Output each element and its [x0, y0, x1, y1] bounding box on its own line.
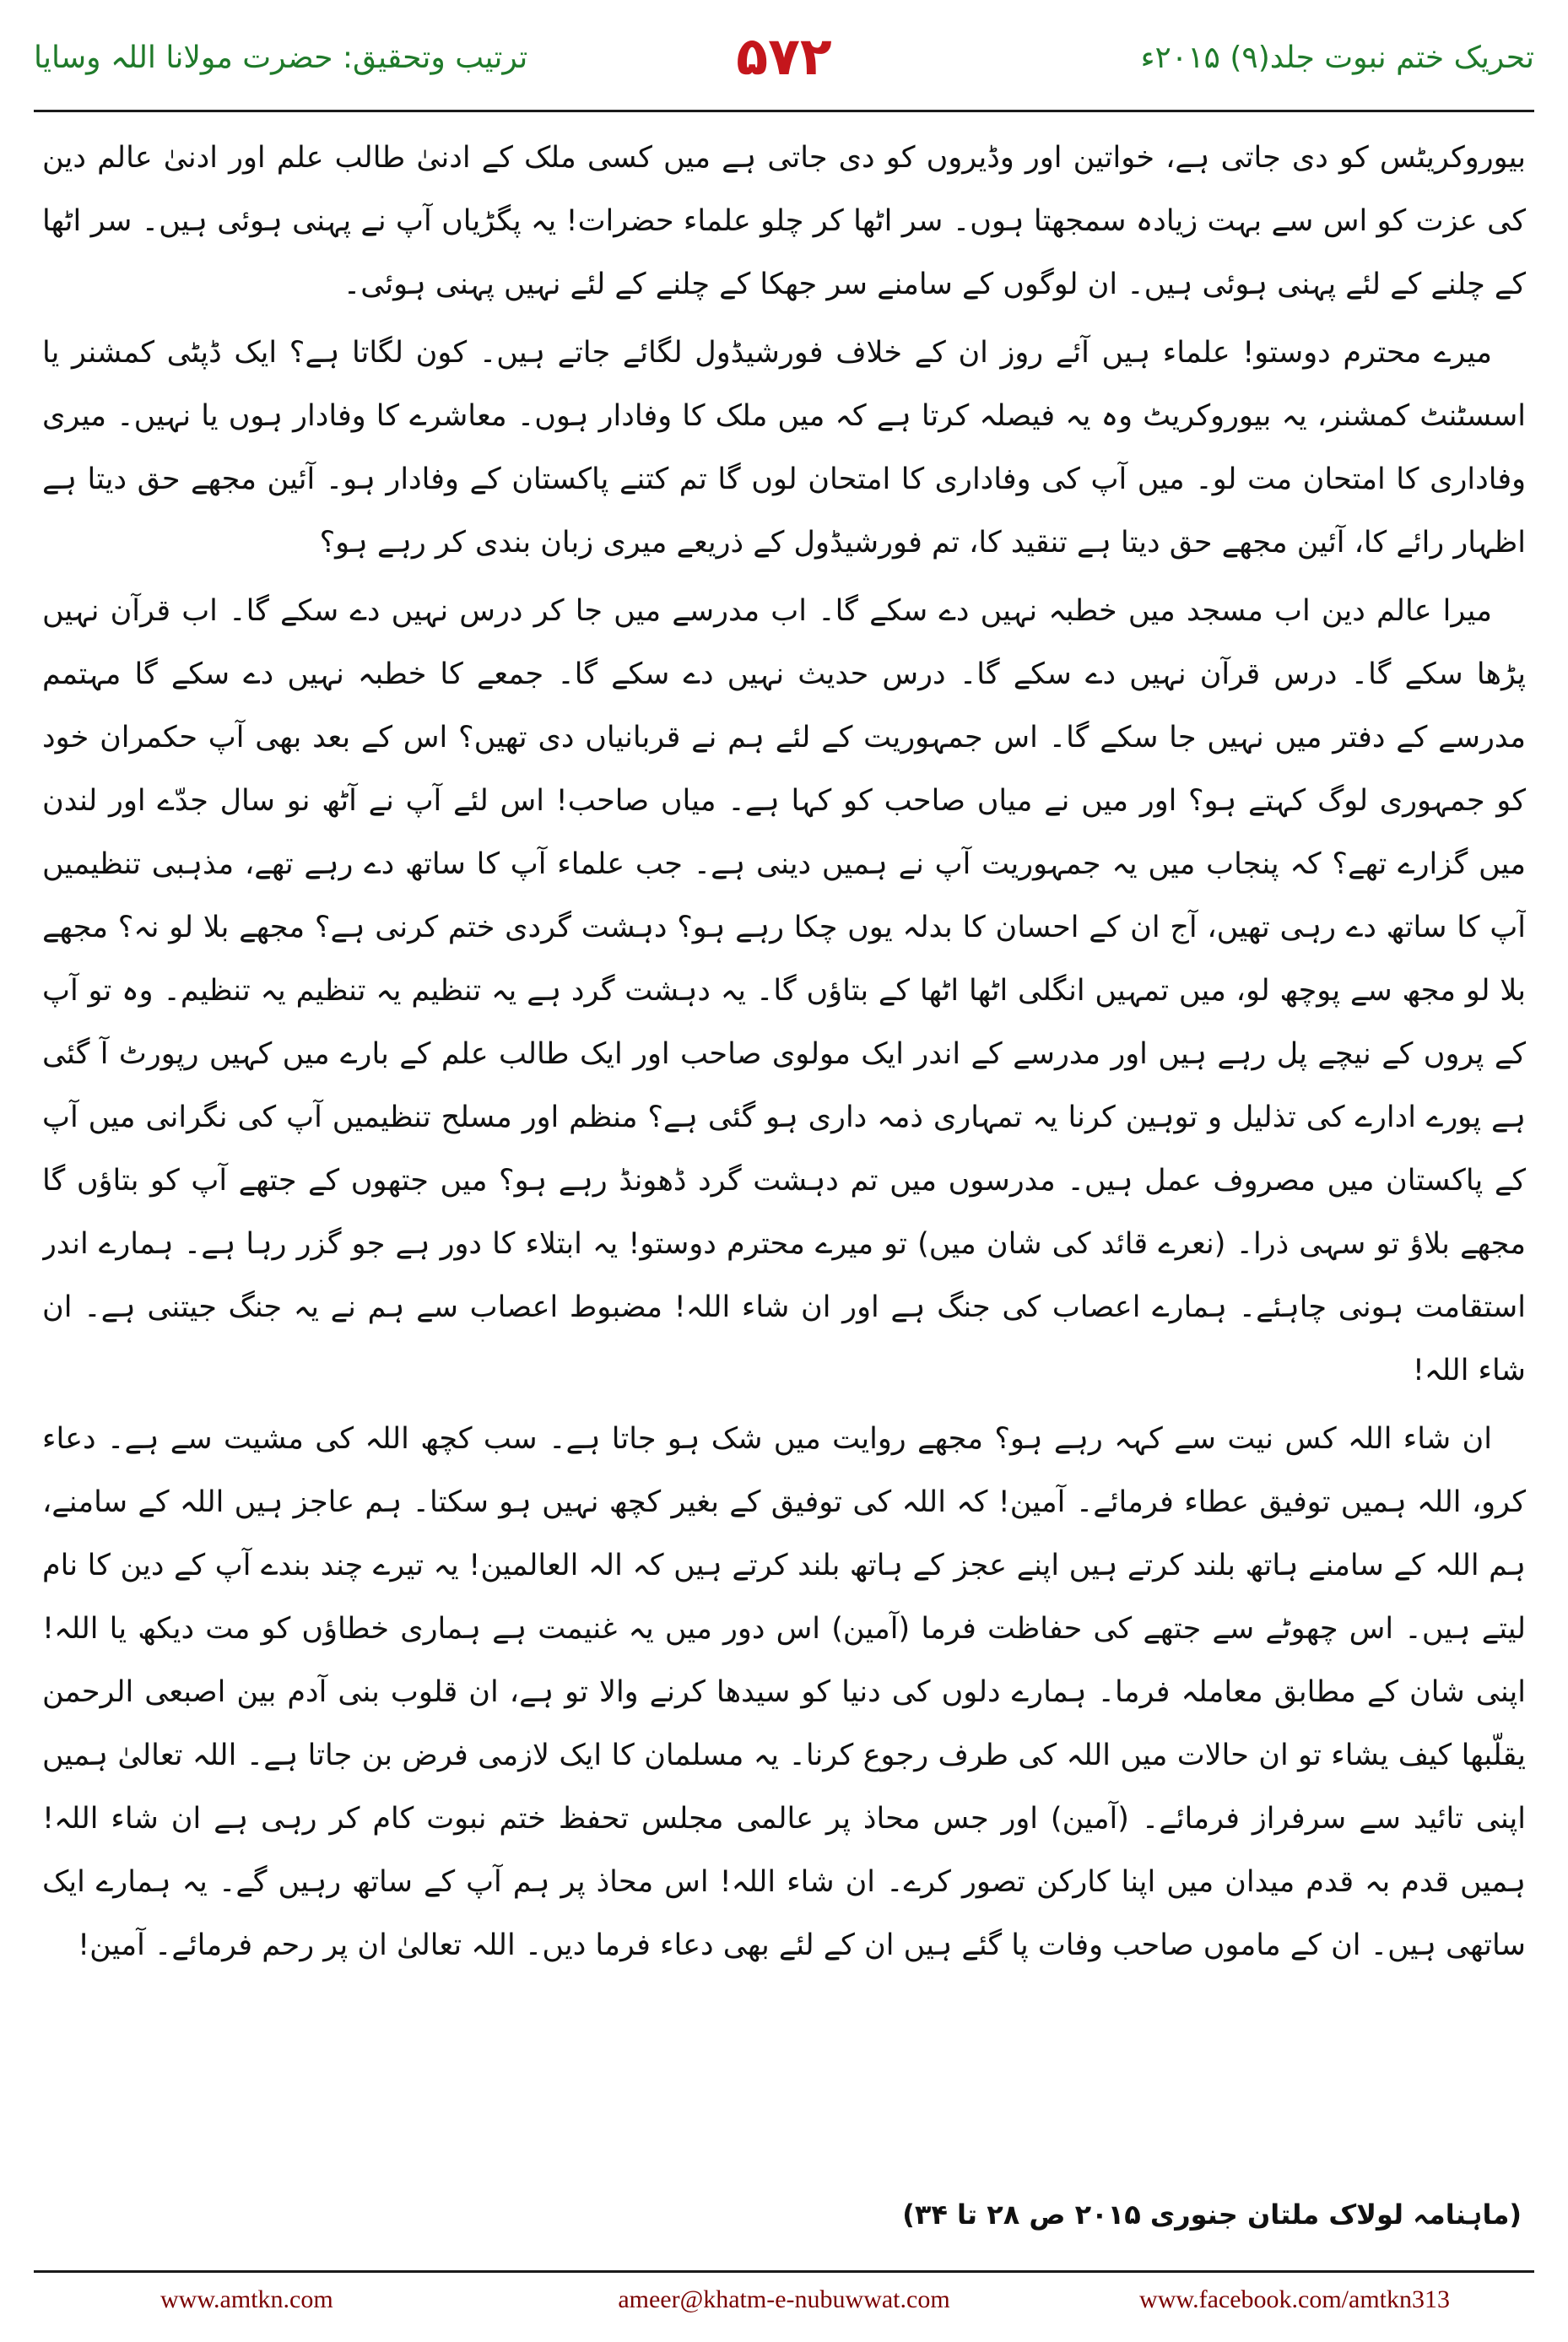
facebook-link[interactable]: www.facebook.com/amtkn313 — [1139, 2285, 1450, 2313]
page-header — [34, 25, 1534, 110]
compiler-credit: ترتیب وتحقیق: حضرت مولانا اللہ وسایا — [34, 41, 528, 75]
article-body — [42, 127, 1526, 2186]
source-reference: (ماہنامہ لولاک ملتان جنوری ۲۰۱۵ ص ۲۸ تا ۳۴) — [902, 2199, 1522, 2231]
paragraph-1: بیوروکریٹس کو دی جاتی ہے، خواتین اور وڈیروں کو دی جاتی ہے میں کسی ملک کے ادنیٰ طالب علم اور ادنیٰ عالم دین کی عزت کو اس سے بہت زیادہ سمجھتا ہوں۔ سر اٹھا کر چلو علماء حضرات! یہ پگڑیاں آپ نے پہنی ہوئی ہیں۔ سر اٹھا کے چلنے کے لئے پہنی ہوئی ہیں۔ ان لوگوں کے سامنے سر جھکا کے چلنے کے لئے نہیں پہنی ہوئی۔ — [42, 141, 1526, 301]
paragraph-2: میرے محترم دوستو! علماء ہیں آئے روز ان کے خلاف فورشیڈول لگائے جاتے ہیں۔ کون لگاتا ہے؟ ایک ڈپٹی کمشنر یا اسسٹنٹ کمشنر، یہ بیوروکریٹ وہ یہ فیصلہ کرتا ہے کہ میں ملک کا وفادار ہوں۔ معاشرے کا وفادار ہوں یا نہیں۔ میری وفاداری کا امتحان مت لو۔ میں آپ کی وفاداری کا امتحان لوں گا تم کتنے پاکستان کے وفادار ہو۔ آئین مجھے حق دیتا ہے اظہار رائے کا، آئین مجھے حق دیتا ہے تنقید کا، تم فورشیڈول کے ذریعے میری زبان بندی کر رہے ہو؟ — [42, 336, 1526, 560]
header-divider — [34, 110, 1534, 112]
series-title: تحریک ختم نبوت جلد(۹) ۲۰۱۵ء — [1140, 41, 1534, 75]
paragraph-3: میرا عالم دین اب مسجد میں خطبہ نہیں دے سکے گا۔ اب مدرسے میں جا کر درس نہیں دے سکے گا۔ اب قرآن نہیں پڑھا سکے گا۔ درس قرآن نہیں دے سکے گا۔ درس حدیث نہیں دے سکے گا۔ جمعے کا خطبہ نہیں دے سکے گا مہتمم مدرسے کے دفتر میں نہیں جا سکے گا۔ اس جمہوریت کے لئے ہم نے قربانیاں دی تھیں؟ اس کے بعد بھی آپ حکمران خود کو جمہوری لوگ کہتے ہو؟ اور میں نے میاں صاحب کو کہا ہے۔ میاں صاحب! اس لئے آپ نے آٹھ نو سال جدّے اور لندن میں گزارے تھے؟ کہ پنجاب میں یہ جمہوریت آپ نے ہمیں دینی ہے۔ جب علماء آپ کا ساتھ دے رہے تھے، مذہبی تنظیمیں آپ کا ساتھ دے رہی تھیں، آج ان کے احسان کا بدلہ یوں چکا رہے ہو؟ دہشت گردی ختم کرنی ہے؟ مجھے بلا لو نہ؟ مجھے بلا لو مجھ سے پوچھ لو، میں تمہیں انگلی اٹھا اٹھا کے بتاؤں گا۔ یہ دہشت گرد ہے یہ تنظیم یہ تنظیم یہ تنظیم۔ وہ تو آپ کے پروں کے نیچے پل رہے ہیں اور مدرسے کے اندر ایک مولوی صاحب اور ایک طالب علم کے بارے میں کہیں رپورٹ آ گئی ہے پورے ادارے کی تذلیل و توہین کرنا یہ تمہاری ذمہ داری ہو گئی ہے؟ منظم اور مسلح تنظیمیں آپ کی نگرانی میں آپ کے پاکستان میں مصروف عمل ہیں۔ مدرسوں میں تم دہشت گرد ڈھونڈ رہے ہو؟ میں جتھوں کے جتھے آپ کو بتاؤں گا مجھے بلاؤ تو سہی ذرا۔ (نعرے قائد کی شان میں) تو میرے محترم دوستو! یہ ابتلاء کا دور ہے جو گزر رہا ہے۔ ہمارے اندر استقامت ہونی چاہئے۔ ہمارے اعصاب کی جنگ ہے اور ان شاء اللہ! مضبوط اعصاب سے ہم نے یہ جنگ جیتنی ہے۔ ان شاء اللہ! — [42, 594, 1526, 1387]
page-number: ۵۷۲ — [736, 25, 832, 87]
footer-divider — [34, 2270, 1534, 2273]
paragraph-4: ان شاء اللہ کس نیت سے کہہ رہے ہو؟ مجھے روایت میں شک ہو جاتا ہے۔ سب کچھ اللہ کی مشیت سے ہے۔ دعاء کرو، اللہ ہمیں توفیق عطاء فرمائے۔ آمین! کہ اللہ کی توفیق کے بغیر کچھ نہیں ہو سکتا۔ ہم عاجز ہیں اللہ کے سامنے، ہم اللہ کے سامنے ہاتھ بلند کرتے ہیں اپنے عجز کے ہاتھ بلند کرتے ہیں کہ الہ العالمین! یہ تیرے چند بندے آپ کے دین کا نام لیتے ہیں۔ اس چھوٹے سے جتھے کی حفاظت فرما (آمین) اس دور میں یہ غنیمت ہے ہماری خطاؤں کو مت دیکھ یا اللہ! اپنی شان کے مطابق معاملہ فرما۔ ہمارے دلوں کی دنیا کو سیدھا کرنے والا تو ہے، ان قلوب بنی آدم بین اصبعی الرحمن یقلّبها کیف یشاء تو ان حالات میں اللہ کی طرف رجوع کرنا۔ یہ مسلمان کا ایک لازمی فرض بن جاتا ہے۔ اللہ تعالیٰ ہمیں اپنی تائید سے سرفراز فرمائے۔ (آمین) اور جس محاذ پر عالمی مجلس تحفظ ختم نبوت کام کر رہی ہے ان شاء اللہ! ہمیں قدم بہ قدم میدان میں اپنا کارکن تصور کرے۔ ان شاء اللہ! اس محاذ پر ہم آپ کے ساتھ رہیں گے۔ یہ ہمارے ایک ساتھی ہیں۔ ان کے ماموں صاحب وفات پا گئے ہیں ان کے لئے بھی دعاء فرما دیں۔ اللہ تعالیٰ ان پر رحم فرمائے۔ آمین! — [42, 1422, 1526, 1962]
email-link[interactable]: ameer@khatm-e-nubuwwat.com — [618, 2285, 950, 2313]
website-link[interactable]: www.amtkn.com — [160, 2285, 333, 2313]
page-footer — [34, 2279, 1534, 2321]
